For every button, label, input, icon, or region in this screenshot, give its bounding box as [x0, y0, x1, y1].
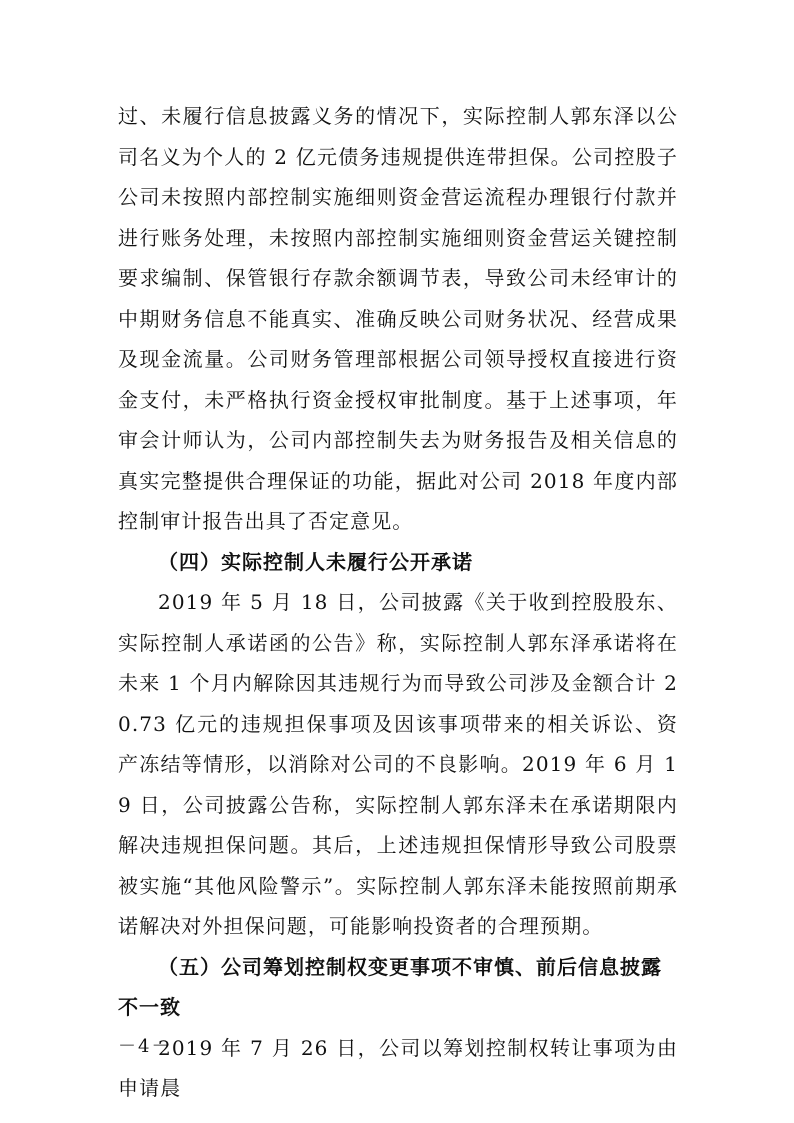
paragraph-control-transfer: 2019 年 7 月 26 日，公司以筹划控制权转让事项为由申请晨 — [118, 1035, 678, 1100]
section-heading-5: （五）公司筹划控制权变更事项不审慎、前后信息披露不一致 — [118, 954, 662, 1019]
paragraph-internal-control: 过、未履行信息披露义务的情况下，实际控制人郭东泽以公司名义为个人的 2 亿元债务违规提供连带担保。公司控股子公司未按照内部控制实施细则资金营运流程办理银行付款并进行账务处理，未按照内部控制实施细则资金营运关键控制要求编制、保管银行存款余额调节表，导致公司未经审计的中期财务信息不能真实、准确反映公司财务状况、经营成果及现金流量。公司财务管理部根据公司领导授权直接进行资金支付，未严格执行资金授权审批制度。基于上述事项，年审会计师认为，公司内部控制失去为财务报告及相关信息的真实完整提供合理保证的功能，据此对公司 2018 年度内部控制审计报告出具了否定意见。 — [118, 104, 678, 533]
page-number: －4－ — [118, 1036, 172, 1057]
paragraph-commitment: 2019 年 5 月 18 日，公司披露《关于收到控股股东、实际控制人承诺函的公告》称，实际控制人郭东泽承诺将在未来 1 个月内解除因其违规行为而导致公司涉及金额合计 20.73 亿元的违规担保事项及因该事项带来的相关诉讼、资产冻结等情形，以消除对公司的不良影响。2019 年 6 月 19 日，公司披露公告称，实际控制人郭东泽未在承诺期限内解决违规担保问题。其后，上述违规担保情形导致公司股票被实施“其他风险警示”。实际控制人郭东泽未能按照前期承诺解决对外担保问题，可能影响投资者的合理预期。 — [118, 590, 678, 938]
section-heading-4: （四）实际控制人未履行公开承诺 — [158, 549, 473, 574]
document-body — [118, 96, 678, 1109]
